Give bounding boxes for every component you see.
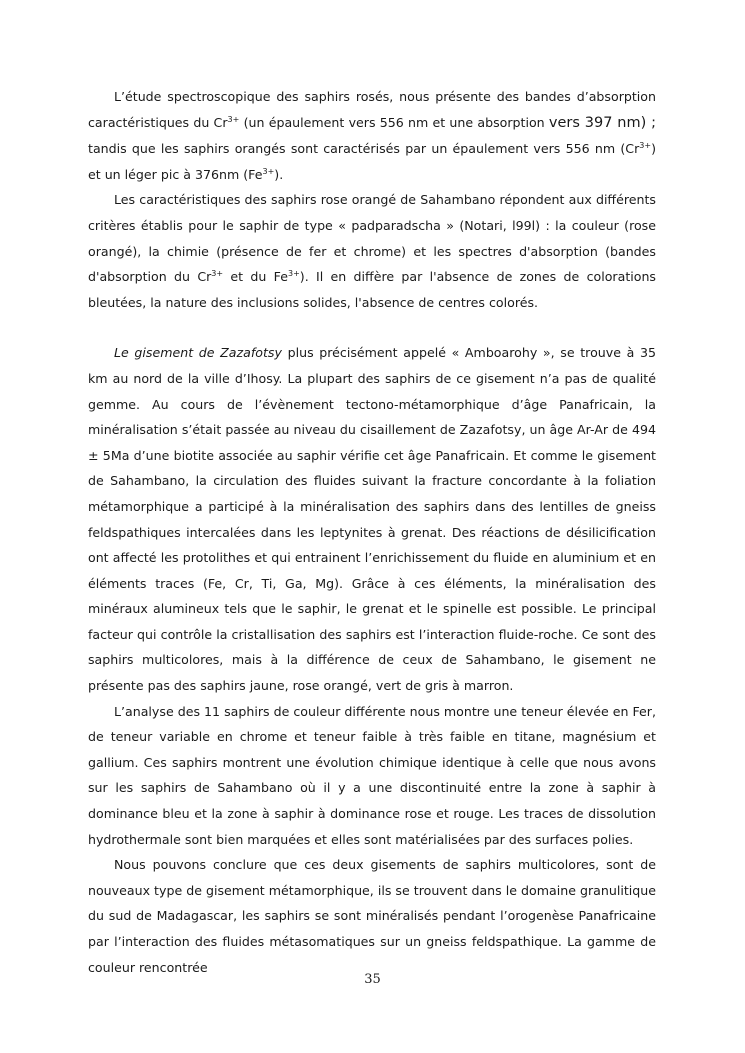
deposit-name-italic: Le gisement de Zazafotsy (114, 345, 282, 361)
paragraph-analysis: L’analyse des 11 saphirs de couleur différente nous montre une teneur élevée en Fer, de teneur variable en chrome et teneur faible à très faible en titane, magnésium et gallium. Ces saphirs montrent une évolution chimique identique à celle que nous avons sur les saphirs de Sahambano où il y a une discontinuité entre la zone à saphir à dominance bleu et la zone à saphir à dominance rose et rouge. Les traces de dissolution hydrothermale sont bien marquées et elles sont matérialisées par des surfaces polies. (88, 703, 656, 847)
page-number: 35 (364, 972, 381, 987)
paragraph-conclusion: Nous pouvons conclure que ces deux gisements de saphirs multicolores, sont de nouveaux type de gisement métamorphique, ils se trouvent dans le domaine granulitique du sud de Madagascar, les saphirs se sont minéralisés pendant l’orogenèse Panafricaine par l’interaction des fluides métasomatiques sur un gneiss feldspathique. La gamme de couleur rencontrée (88, 857, 656, 975)
paragraph-sahambano: Les caractéristiques des saphirs rose orangé de Sahambano répondent aux différents critères établis pour le saphir de type « padparadscha » (Notari, l99l) : la couleur (rose orangé), la chimie (présence de fer et chrome) et les spectres d'absorption (bandes d'absorption du $Cr^{3+}$ et du $Fe^{3+}$). Il en diffère par l'absence de zones de colorations bleutées, la nature des inclusions solides, l'absence de centres colorés. (88, 192, 656, 310)
paragraph-spectroscopy: L’étude spectroscopique des saphirs rosés, nous présente des bandes d’absorption caractéristiques du $Cr^{3+}$ (un épaulement vers 556 nm et une absorption vers 397 nm) ; tandis que les saphirs orangés sont caractérisés par un épaulement vers 556 nm $(Cr^{3+})$ et un léger pic à 376nm $(Fe^{3+})$. (88, 89, 656, 182)
paragraph-zazafotsy: Le gisement de Zazafotsy plus précisément appelé « Amboarohy », se trouve à 35 km au nord de la ville d’Ihosy. La plupart des saphirs de ce gisement n’a pas de qualité gemme. Au cours de l’évènement tectono-métamorphique d’âge Panafricain, la minéralisation s’était passée au niveau du cisaillement de Zazafotsy, un âge Ar-Ar de 494 ± 5Ma d’une biotite associée au saphir vérifie cet âge Panafricain. Et comme le gisement de Sahambano, la circulation des fluides suivant la fracture concordante à la foliation métamorphique a participé à la minéralisation des saphirs dans des lentilles de gneiss feldspathiques intercalées dans les leptynites à grenat. Des réactions de désilicification ont affecté les protolithes et qui entrainent l’enrichissement du fluide en aluminium et en éléments traces (Fe, Cr, Ti, Ga, Mg). Grâce à ces éléments, la minéralisation des minéraux alumineux tels que le saphir, le grenat et le spinelle est possible. Le principal facteur qui contrôle la cristallisation des saphirs est l’interaction fluide-roche. Ce sont des saphirs multicolores, mais à la différence de ceux de Sahambano, le gisement ne présente pas des saphirs jaune, rose orangé, vert de gris à marron. (88, 345, 656, 694)
document-body (88, 84, 656, 980)
